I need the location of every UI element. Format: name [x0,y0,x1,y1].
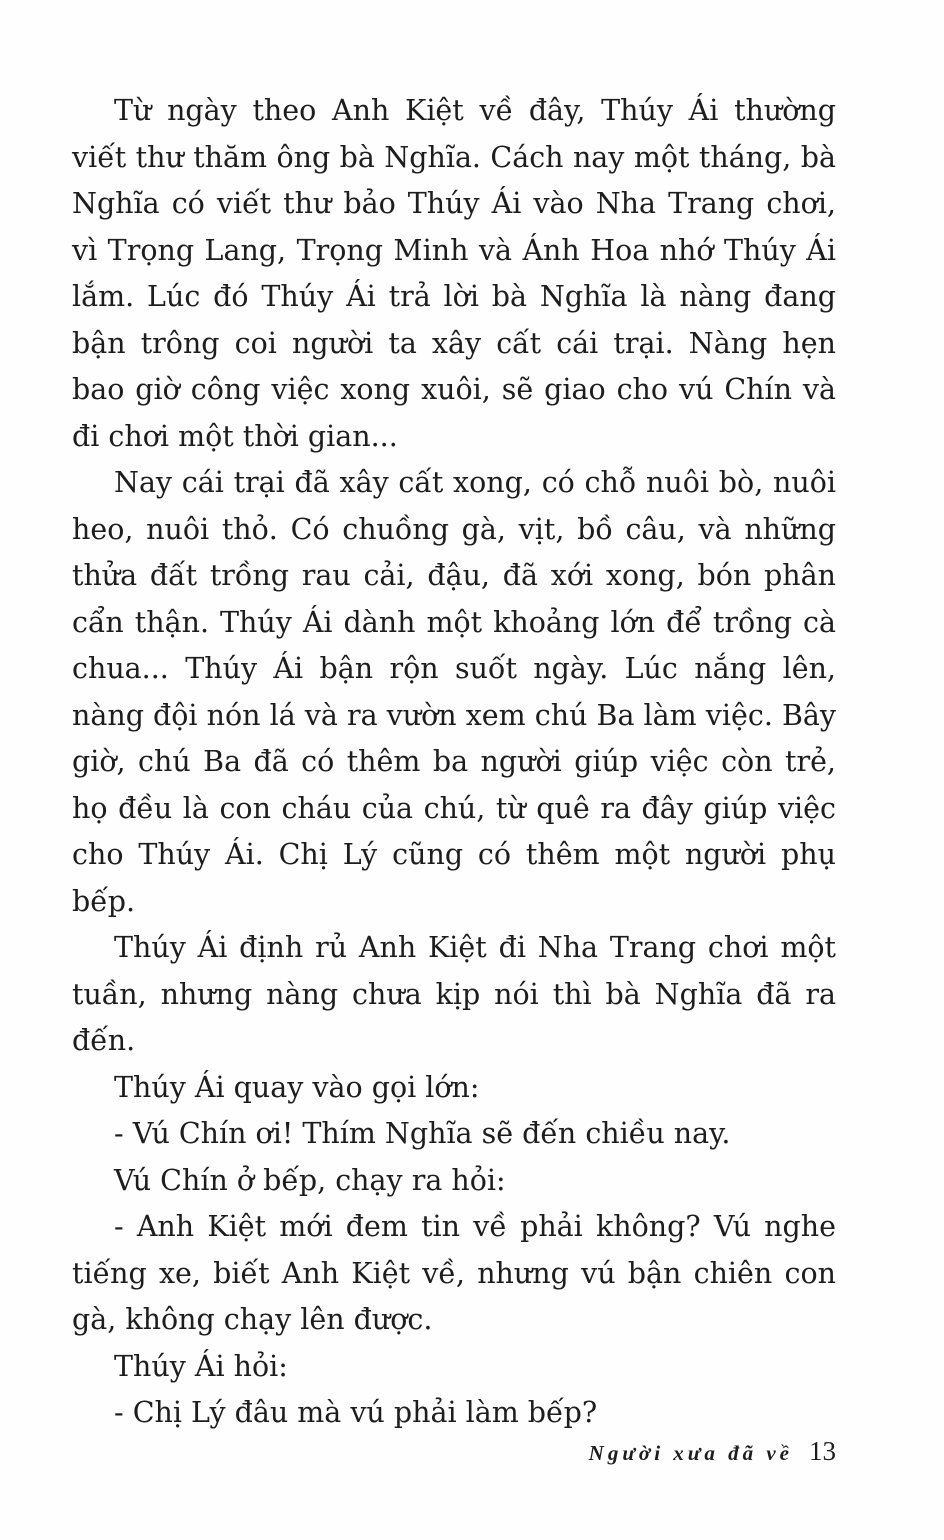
paragraph-7: - Anh Kiệt mới đem tin về phải không? Vú nghe tiếng xe, biết Anh Kiệt về, nhưng vú bận chiên con gà, không chạy lên được. [72,1210,836,1336]
running-book-title: Người xưa đã về [588,1441,793,1465]
body-text [72,88,836,1437]
paragraph-9: - Chị Lý đâu mà vú phải làm bếp? [114,1396,598,1429]
paragraph-2: Nay cái trại đã xây cất xong, có chỗ nuôi bò, nuôi heo, nuôi thỏ. Có chuồng gà, vịt, bồ câu, và những thửa đất trồng rau cải, đậu, đã xới xong, bón phân cẩn thận. Thúy Ái dành một khoảng lớn để trồng cà chua... Thúy Ái bận rộn suốt ngày. Lúc nắng lên, nàng đội nón lá và ra vườn xem chú Ba làm việc. Bây giờ, chú Ba đã có thêm ba người giúp việc còn trẻ, họ đều là con cháu của chú, từ quê ra đây giúp việc cho Thúy Ái. Chị Lý cũng có thêm một người phụ bếp. [72,466,836,918]
paragraph-6: Vú Chín ở bếp, chạy ra hỏi: [114,1163,506,1197]
paragraph-4: Thúy Ái quay vào gọi lớn: [114,1070,480,1104]
page-number: 13 [809,1436,836,1466]
page-footer [560,1436,836,1476]
paragraph-8: Thúy Ái hỏi: [114,1349,288,1383]
paragraph-5: - Vú Chín ơi! Thím Nghĩa sẽ đến chiều nay. [114,1117,731,1150]
paragraph-1: Từ ngày theo Anh Kiệt về đây, Thúy Ái thường viết thư thăm ông bà Nghĩa. Cách nay một tháng, bà Nghĩa có viết thư bảo Thúy Ái vào Nha Trang chơi, vì Trọng Lang, Trọng Minh và Ánh Hoa nhớ Thúy Ái lắm. Lúc đó Thúy Ái trả lời bà Nghĩa là nàng đang bận trông coi người ta xây cất cái trại. Nàng hẹn bao giờ công việc xong xuôi, sẽ giao cho vú Chín và đi chơi một thời gian... [72,94,836,453]
paragraph-3: Thúy Ái định rủ Anh Kiệt đi Nha Trang chơi một tuần, nhưng nàng chưa kịp nói thì bà Nghĩa đã ra đến. [72,931,836,1057]
